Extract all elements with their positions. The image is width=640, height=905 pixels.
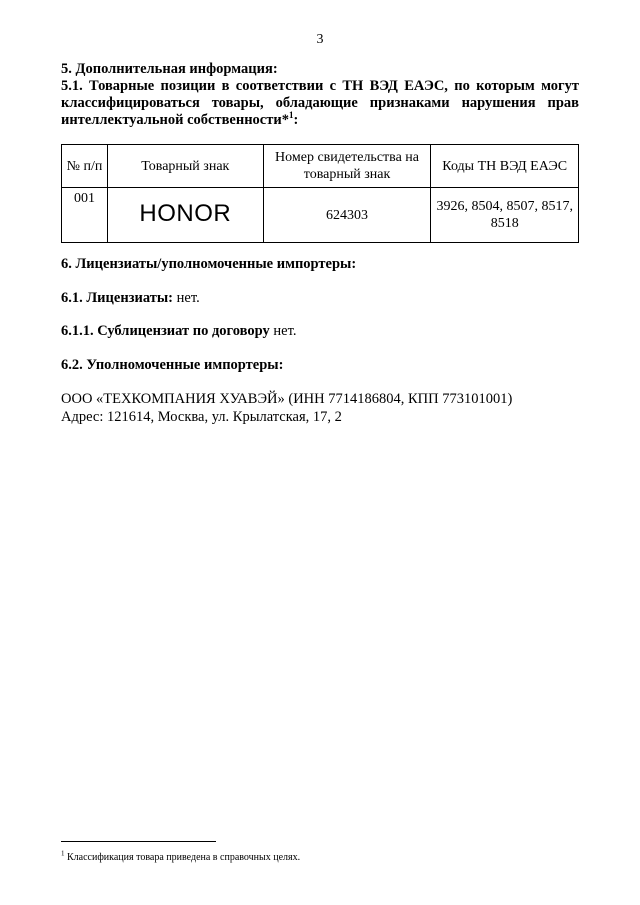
cell-trademark — [107, 188, 263, 243]
importers-title: 6.2. Уполномоченные импортеры: — [61, 357, 284, 373]
sublicensee-line: 6.1.1. Сублицензиат по договору нет. — [61, 323, 297, 339]
trademark-table — [61, 144, 579, 243]
page-number: 3 — [316, 32, 324, 47]
header-num: № п/п — [62, 145, 108, 188]
header-certificate: Номер свидетельства на товарный знак — [263, 145, 431, 188]
section-5-1-title: 5.1. Товарные позиции в соответствии с ТН ВЭД ЕАЭС, по которым могут классифицироваться товары, обладающие признаками нарушения прав интеллектуальной собственности*$^1$: — [61, 78, 579, 128]
importer-name: ООО «ТЕХКОМПАНИЯ ХУАВЭЙ» (ИНН 7714186804, КПП 773101001) — [61, 391, 513, 407]
section-6-title: 6. Лицензиаты/уполномоченные импортеры: — [61, 256, 357, 272]
header-codes: Коды ТН ВЭД ЕАЭС — [431, 145, 579, 188]
cell-certificate: 624303 — [263, 188, 431, 243]
honor-logo: HONOR — [139, 199, 232, 227]
importer-address: Адрес: 121614, Москва, ул. Крылатская, 17, 2 — [61, 409, 342, 425]
section-5-title: 5. Дополнительная информация: — [61, 61, 278, 77]
cell-codes: 3926, 8504, 8507, 8517, 8518 — [431, 188, 579, 243]
footnote: $^1$ Классификация товара приведена в справочных целях. — [61, 849, 301, 863]
table-row — [62, 188, 579, 243]
licensees-line: 6.1. Лицензиаты: нет. — [61, 290, 200, 306]
footnote-divider — [61, 841, 216, 842]
section-5 — [61, 61, 579, 129]
table-header-row — [62, 145, 579, 188]
cell-num: 001 — [62, 188, 108, 243]
header-trademark: Товарный знак — [107, 145, 263, 188]
